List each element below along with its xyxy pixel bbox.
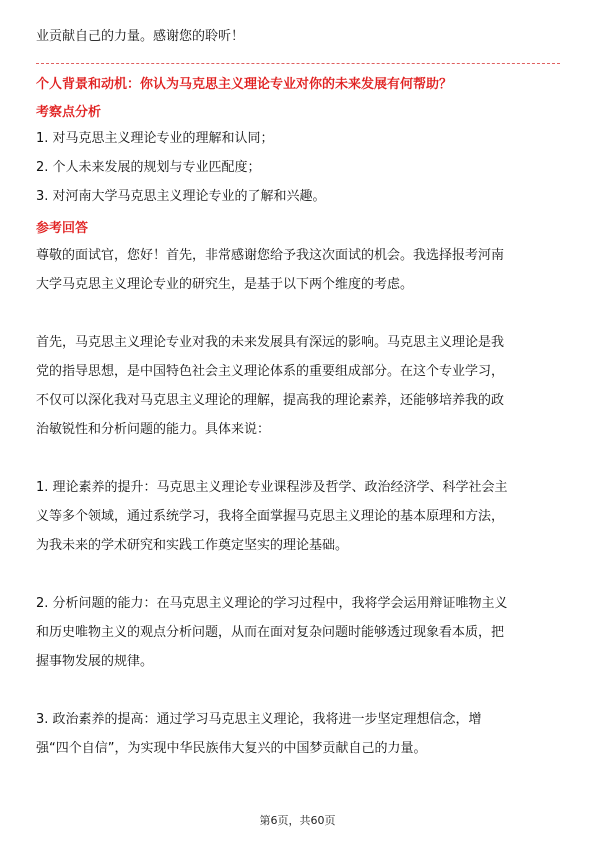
analysis-point: 3. 对河南大学马克思主义理论专业的了解和兴趣。 — [36, 189, 326, 204]
intro-tail-text: 业贡献自己的力量。感谢您的聆听！ — [36, 29, 245, 44]
answer-line: 为我未来的学术研究和实践工作奠定坚实的理论基础。 — [36, 538, 349, 553]
answer-line: 尊敬的面试官，您好！首先，非常感谢您给予我这次面试的机会。我选择报考河南 — [36, 248, 505, 263]
answer-line: 和历史唯物主义的观点分析问题，从而在面对复杂问题时能够透过现象看本质，把 — [36, 625, 505, 640]
analysis-point: 1. 对马克思主义理论专业的理解和认同； — [36, 131, 274, 146]
analysis-heading: 考察点分析 — [36, 105, 102, 120]
answer-line: 大学马克思主义理论专业的研究生，是基于以下两个维度的考虑。 — [36, 277, 414, 292]
page-number-footer: 第6页，共60页 — [259, 814, 336, 827]
answer-line: 首先，马克思主义理论专业对我的未来发展具有深远的影响。马克思主义理论是我 — [36, 335, 505, 350]
answer-heading: 参考回答 — [36, 221, 89, 236]
answer-line: 强“四个自信”，为实现中华民族伟大复兴的中国梦贡献自己的力量。 — [36, 741, 427, 756]
answer-line: 2. 分析问题的能力：在马克思主义理论的学习过程中，我将学会运用辩证唯物主义 — [36, 596, 508, 611]
question-heading: 个人背景和动机：你认为马克思主义理论专业对你的未来发展有何帮助？ — [36, 77, 453, 92]
section-divider — [36, 63, 560, 64]
analysis-point: 2. 个人未来发展的规划与专业匹配度； — [36, 160, 261, 175]
answer-line: 党的指导思想，是中国特色社会主义理论体系的重要组成部分。在这个专业学习， — [36, 364, 505, 379]
answer-line: 义等多个领域，通过系统学习，我将全面掌握马克思主义理论的基本原理和方法， — [36, 509, 505, 524]
answer-line: 治敏锐性和分析问题的能力。具体来说： — [36, 422, 271, 437]
answer-line: 不仅可以深化我对马克思主义理论的理解，提高我的理论素养，还能够培养我的政 — [36, 393, 505, 408]
answer-line: 3. 政治素养的提高：通过学习马克思主义理论，我将进一步坚定理想信念，增 — [36, 712, 482, 727]
answer-line: 1. 理论素养的提升：马克思主义理论专业课程涉及哲学、政治经济学、科学社会主 — [36, 480, 508, 495]
answer-line: 握事物发展的规律。 — [36, 654, 154, 669]
